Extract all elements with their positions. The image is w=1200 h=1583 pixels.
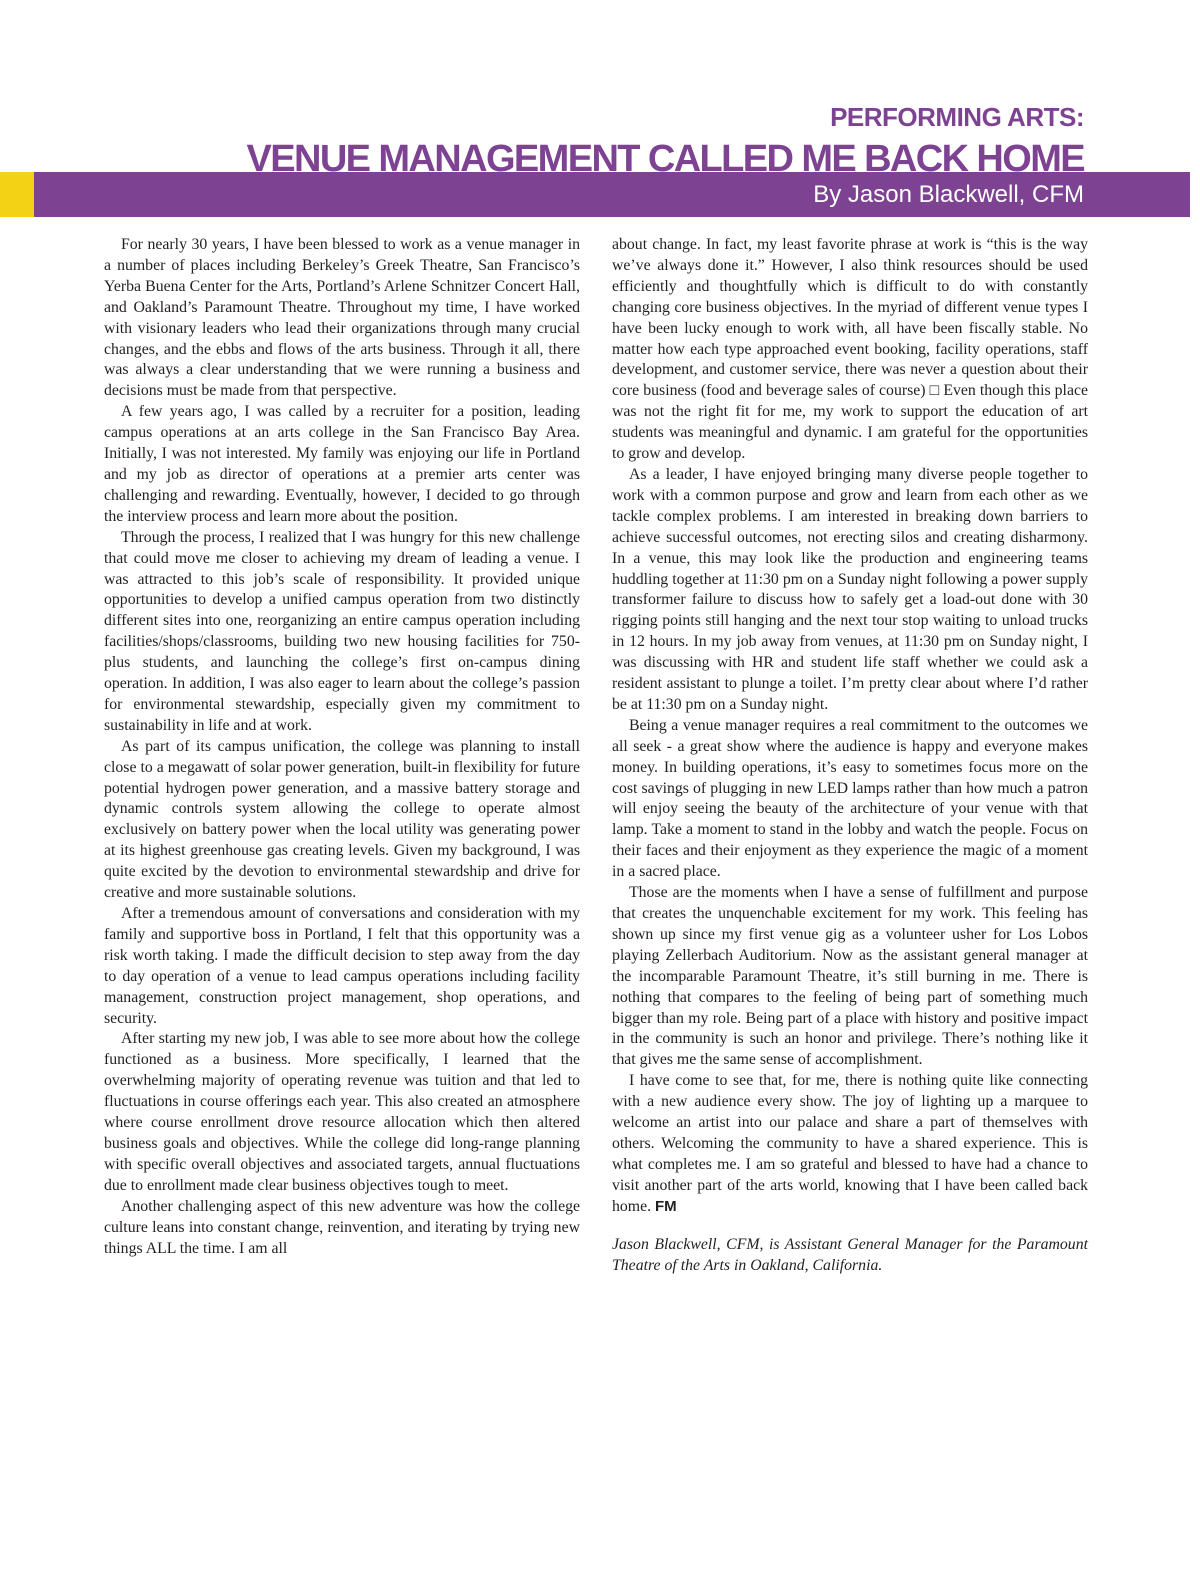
yellow-tab [0, 172, 34, 217]
section-kicker: PERFORMING ARTS: [830, 102, 1084, 132]
paragraph: Those are the moments when I have a sense of fulfillment and purpose that creates the unquenchable excitement for my work. This feeling has shown up since my first venue gig as a volunteer usher for Los Lobos playing Zellerbach Auditorium. Now as the assistant general manager at the incomparable Paramount Theatre, it’s still burning in me. There is nothing that compares to the feeling of being part of something much bigger than my role. Being part of a place with history and positive impact in the community is such an honor and privilege. There’s nothing like it that gives me the same sense of accomplishment. [612, 884, 1088, 1069]
paragraph: A few years ago, I was called by a recruiter for a position, leading campus operations at an arts college in the San Francisco Bay Area. Initially, I was not interested. My family was enjoying our life in Portland and my job as director of operations at a premier arts center was challenging and rewarding. Eventually, however, I decided to go through the interview process and learn more about the position. [104, 403, 580, 525]
article-column-right [612, 235, 1088, 1276]
article-title: VENUE MANAGEMENT CALLED ME BACK HOME [246, 138, 1084, 180]
author-bio: Jason Blackwell, CFM, is Assistant General Manager for the Paramount Theatre of the Arts in Oakland, California. [612, 1235, 1088, 1274]
paragraph: Through the process, I realized that I was hungry for this new challenge that could move me closer to achieving my dream of leading a venue. I was attracted to this job’s scale of responsibility. It provided unique opportunities to develop a unified campus operation from two distinctly different sites into one, reorganizing an entire campus operation including facilities/shops/classrooms, building two new housing facilities for 750-plus students, and launching the college’s first on-campus dining operation. In addition, I was also eager to learn about the college’s passion for environmental stewardship, especially given my commitment to sustainability in life and at work. [104, 528, 580, 734]
byline: By Jason Blackwell, CFM [813, 181, 1084, 208]
paragraph: For nearly 30 years, I have been blessed to work as a venue manager in a number of places including Berkeley’s Greek Theatre, San Francisco’s Yerba Buena Center for the Arts, Portland’s Arlene Schnitzer Concert Hall, and Oakland’s Paramount Theatre. Throughout my time, I have worked with visionary leaders who lead their organizations through many crucial changes, and the ebbs and flows of the arts business. Through it all, there was always a clear understanding that we were running a business and decisions must be made from that perspective. [104, 236, 580, 400]
fm-end-mark: FM [655, 1197, 677, 1215]
closing-paragraph [612, 1071, 1088, 1217]
closing-text: I have come to see that, for me, there is nothing quite like connecting with a new audience every show. The joy of lighting up a marquee to welcome an artist into our palace and share a part of themselves with others. Welcoming the community to have a shared experience. This is what completes me. I am so grateful and blessed to have had a chance to visit another part of the arts world, knowing that I have been called back home. [612, 1072, 1088, 1215]
article-column-left [104, 235, 580, 1259]
paragraph: After a tremendous amount of conversations and consideration with my family and supportive boss in Portland, I felt that this opportunity was a risk worth taking. I made the difficult decision to step away from the day to day operation of a venue to lead campus operations including facility management, construction project management, shop operations, and security. [104, 905, 580, 1027]
paragraph: Being a venue manager requires a real commitment to the outcomes we all seek - a great show where the audience is happy and everyone makes money. In building operations, it’s easy to sometimes focus more on the cost savings of plugging in new LED lamps rather than how much a patron will enjoy seeing the beauty of the architecture of your venue with that lamp. Take a moment to stand in the lobby and watch the people. Focus on their faces and their enjoyment as they experience the magic of a moment in a sacred place. [612, 716, 1088, 881]
paragraph: After starting my new job, I was able to see more about how the college functioned as a business. More specifically, I learned that the overwhelming majority of operating revenue was tuition and that led to fluctuations in course offerings each year. This also created an atmosphere where course enrollment drove resource allocation which then altered business goals and objectives. While the college did long-range planning with specific overall objectives and associated targets, annual fluctuations due to enrollment made clear business objectives tough to meet. [104, 1030, 580, 1194]
paragraph: As part of its campus unification, the college was planning to install close to a megawatt of solar power generation, built-in flexibility for future potential hydrogen power generation, and a massive battery storage and dynamic controls system allowing the college to operate almost exclusively on battery power when the local utility was generating power at its highest greenhouse gas creating levels. Given my background, I was quite excited by the devotion to environmental stewardship and drive for creative and more sustainable solutions. [104, 737, 580, 902]
paragraph: Another challenging aspect of this new adventure was how the college culture leans into constant change, reinvention, and iterating by trying new things ALL the time. I am all [104, 1197, 580, 1257]
paragraph: As a leader, I have enjoyed bringing many diverse people together to work with a common purpose and grow and learn from each other as we tackle complex problems. I am interested in breaking down barriers to achieve successful outcomes, not erecting silos and creating disharmony. In a venue, this may look like the production and engineering teams huddling together at 11:30 pm on a Sunday night following a power supply transformer failure to discuss how to safely get a load-out done with 30 rigging points still hanging and the next tour stop waiting to unload trucks in 12 hours. In my job away from venues, at 11:30 pm on Sunday night, I was discussing with HR and student life staff whether we could ask a resident assistant to plunge a toilet. I’m pretty clear about where I’d rather be at 11:30 pm on a Sunday night. [612, 465, 1088, 713]
paragraph-continued: about change. In fact, my least favorite phrase at work is “this is the way we’ve always done it.” However, I also think resources should be used efficiently and thoughtfully which is difficult to do with constantly changing core business objectives. In the myriad of different venue types I have been lucky enough to work with, all have been fiscally stable. No matter how each type approached event booking, facility operations, staff development, and customer service, there was never a question about their core business (food and beverage sales of course) □ Even though this place was not the right fit for me, my work to support the education of art students was meaningful and dynamic. I am grateful for the opportunities to grow and develop. [612, 236, 1088, 463]
